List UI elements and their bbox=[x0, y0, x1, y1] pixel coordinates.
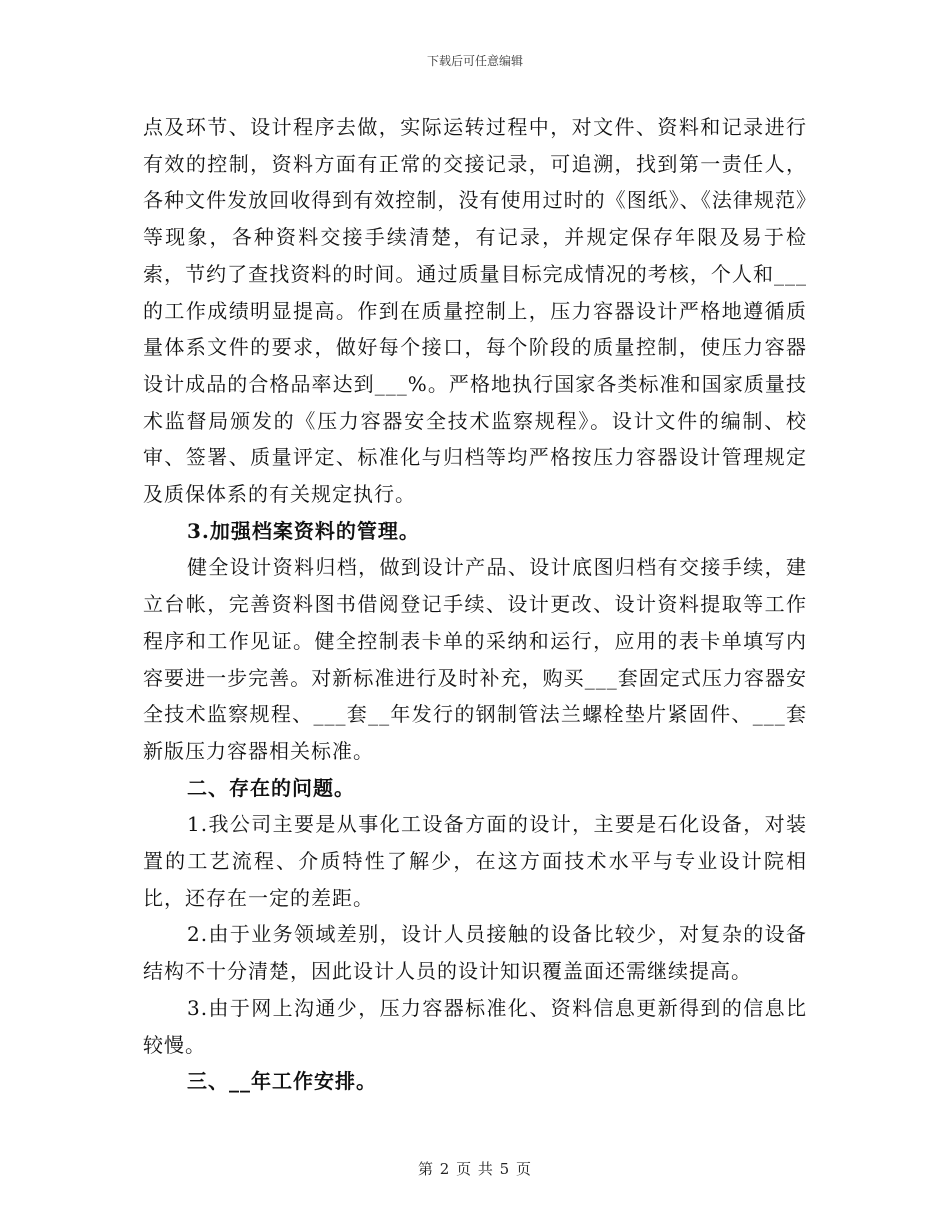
page-number-footer: 第 2 页 共 5 页 bbox=[418, 1160, 532, 1178]
problem-item-1: 1.我公司主要是从事化工设备方面的设计，主要是石化设备，对装置的工艺流程、介质特性了解少，在这方面技术水平与专业设计院相比，还存在一定的差距。 bbox=[143, 812, 807, 910]
document-body bbox=[143, 109, 807, 1100]
problem-item-3: 3.由于网上沟通少，压力容器标准化、资料信息更新得到的信息比较慢。 bbox=[143, 995, 807, 1057]
section-heading-problems: 二、存在的问题。 bbox=[187, 775, 355, 800]
page-header: 下载后可任意编辑 bbox=[426, 54, 523, 68]
section-heading-work-plan: 三、__年工作安排。 bbox=[187, 1069, 377, 1094]
paragraph-1: 点及环节、设计程序去做，实际运转过程中，对文件、资料和记录进行有效的控制，资料方面有正常的交接记录，可追溯，找到第一责任人，各种文件发放回收得到有效控制，没有使用过时的《图纸》、《法律规范》等现象，各种资料交接手续清楚，有记录，并规定保存年限及易于检索，节约了查找资料的时间。通过质量目标完成情况的考核，个人和___的工作成绩明显提高。作到在质量控制上，压力容器设计严格地遵循质量体系文件的要求，做好每个接口，每个阶段的质量控制，使压力容器设计成品的合格品率达到___%。严格地执行国家各类标准和国家质量技术监督局颁发的《压力容器安全技术监察规程》。设计文件的编制、校审、签署、质量评定、标准化与归档等均严格按压力容器设计管理规定及质保体系的有关规定执行。 bbox=[143, 115, 807, 507]
paragraph-archive-management: 健全设计资料归档，做到设计产品、设计底图归档有交接手续，建立台帐，完善资料图书借阅登记手续、设计更改、设计资料提取等工作程序和工作见证。健全控制表卡单的采纳和运行，应用的表卡单填写内容要进一步完善。对新标准进行及时补充，购买___套固定式压力容器安全技术监察规程、___套__年发行的钢制管法兰螺栓垫片紧固件、___套新版压力容器相关标准。 bbox=[143, 555, 807, 763]
problem-item-2: 2.由于业务领域差别，设计人员接触的设备比较少，对复杂的设备结构不十分清楚，因此设计人员的设计知识覆盖面还需继续提高。 bbox=[143, 922, 807, 984]
section-heading-archive-management: 3.加强档案资料的管理。 bbox=[187, 518, 420, 543]
